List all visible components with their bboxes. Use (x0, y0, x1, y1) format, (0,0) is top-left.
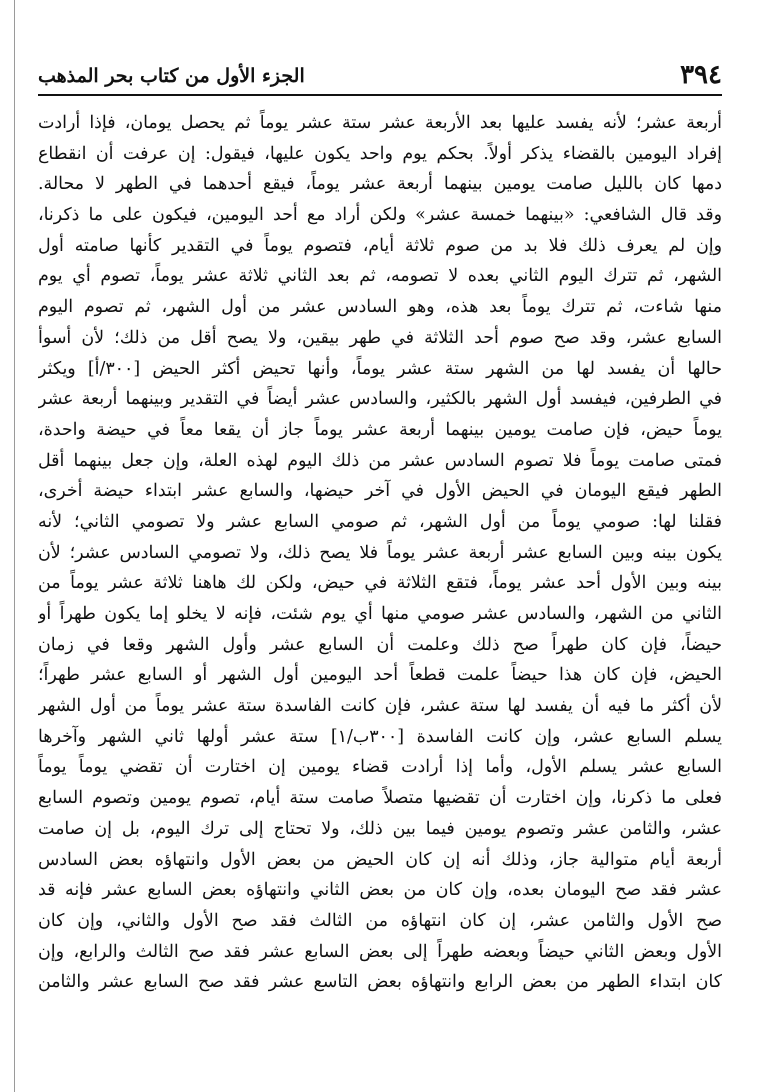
text-line: حيضاً، فإن كان طهراً صح ذلك وعلمت أن السابع عشر وأول الشهر وقعا في زمان (38, 634, 722, 655)
header-divider (38, 94, 722, 96)
text-line: عشر فقد صح اليومان بعده، وإن كان من بعض الثاني وانتهاؤه بعض السابع عشر فإنه قد (38, 880, 722, 901)
text-line: بينه وبين الأول أحد عشر يوماً، فتقع الثلاثة في حيض، ولكن لك هاهنا ثلاثة عشر يوماً من (38, 573, 722, 594)
page-number: ٣٩٤ (680, 60, 722, 90)
text-line: وقد قال الشافعي: «بينهما خمسة عشر» ولكن أراد مع أحد اليومين، فيكون على ما ذكرنا، (38, 205, 722, 226)
text-line: فمتى صامت يوماً فلا تصوم السادس عشر من ذلك اليوم لهذه العلة، وإن جعل بينهما أقل (38, 450, 722, 471)
text-line: في الطرفين، فيفسد أول الشهر بالكثير، والسادس عشر أيضاً في التقدير وبينهما أربعة عشر (38, 389, 722, 410)
text-line: إفراد اليومين بالقضاء يذكر أولاً. بحكم يوم واحد يكون عليها، فيقول: إن عرفت أن انقطاع (38, 143, 722, 164)
text-line: فعلى ما ذكرنا، وإن اختارت أن تقضيها متصلاً صامت ستة أيام، تصوم يومين وتصوم السابع (38, 788, 722, 809)
text-line: أربعة عشر؛ لأنه يفسد عليها بعد الأربعة عشر ستة عشر يوماً ثم يحصل يومان، فإذا أرادت (38, 113, 722, 133)
text-line: السابع عشر، وقد صح صوم أحد الثلاثة في طهر بيقين، ولا يصح أقل من ذلك؛ لأن أسوأ (38, 327, 722, 348)
text-line: يوماً حيض، فإن صامت يومين بينهما أربعة عشر يوماً جاز أن يقعا معاً في حيضة واحدة، (38, 419, 722, 440)
text-line: الشهر، ثم تترك اليوم الثاني بعده لا تصومه، ثم بعد الثاني ثلاثة عشر يوماً، تصوم أي يوم (38, 266, 722, 287)
text-line: الأول وبعض الثاني حيضاً وبعضه طهراً إلى بعض السابع عشر فقد صح الثالث والرابع، وإن (38, 941, 722, 962)
text-line: عشر، والثامن عشر وتصوم يومين فيما بين ذلك، ولا تحتاج إلى ترك اليوم، بل إن صامت (38, 818, 722, 839)
text-line: الثاني من الشهر، والسادس عشر صومي منها أي يوم شئت، فإنه لا يخلو إما يكون طهراً أو (38, 604, 722, 624)
text-line: الطهر فيقع اليومان في الحيض الأول في آخر حيضها، والسابع عشر ابتداء حيضة أخرى، (38, 481, 722, 502)
text-line: الحيض، فإن كان هذا حيضاً علمت قطعاً أحد اليومين أول الشهر أو السابع عشر طهراً؛ (38, 665, 722, 686)
text-line: لأن أكثر ما فيه أن يفسد لها ستة عشر، فإن كانت الفاسدة ستة عشر يوماً من أول الشهر (38, 696, 722, 717)
running-title: الجزء الأول من كتاب بحر المذهب (38, 65, 305, 87)
text-line: كان ابتداء الطهر من بعض الرابع وانتهاؤه بعض التاسع عشر فقد صح السابع عشر والثامن (38, 972, 722, 993)
body-text (38, 108, 722, 1029)
text-line: وإن لم يعرف ذلك فلا بد من صوم ثلاثة أيام، فتصوم يوماً في التقدير كأنها صامته أول (38, 235, 722, 256)
text-line: حالها أن يفسد لها من الشهر ستة عشر يوماً، وأنها تحيض أكثر الحيض [٣٠٠/أ] ويكثر (38, 358, 722, 379)
text-line: منها شاءت، ثم تترك يوماً بعد هذه، وهو السادس عشر من أول الشهر، ثم تصوم اليوم (38, 297, 722, 318)
text-line: يسلم السابع عشر، وإن كانت الفاسدة [٣٠٠ب/١] ستة عشر أولها ثاني الشهر وآخرها (38, 726, 722, 747)
text-line: أربعة أيام متوالية جاز، وذلك أنه إن كان الحيض من بعض الأول وانتهاؤه بعض السادس (38, 849, 722, 870)
text-line (38, 998, 722, 1029)
page-header (38, 56, 722, 96)
text-line: يكون بينه وبين السابع عشر أربعة عشر يوماً فلا يصح ذلك، ولا تصومي السادس عشر؛ لأن (38, 542, 722, 563)
text-line: دمها كان بالليل صامت يومين بينهما أربعة عشر يوماً، فيقع أحدهما في الطهر لا محالة. (38, 174, 722, 195)
text-line: فقلنا لها: صومي يوماً من أول الشهر، ثم صومي السابع عشر ولا تصومي الثاني؛ لأنه (38, 511, 722, 532)
text-line: صح الأول والثامن عشر، إن كان انتهاؤه من الثالث فقد صح الأول والثاني، وإن كان (38, 910, 722, 931)
text-line: السابع عشر يسلم الأول، وأما إذا أرادت قضاء يومين إن اختارت أن تقضي يوماً يوماً (38, 757, 722, 778)
page-edge-line (14, 0, 15, 1092)
